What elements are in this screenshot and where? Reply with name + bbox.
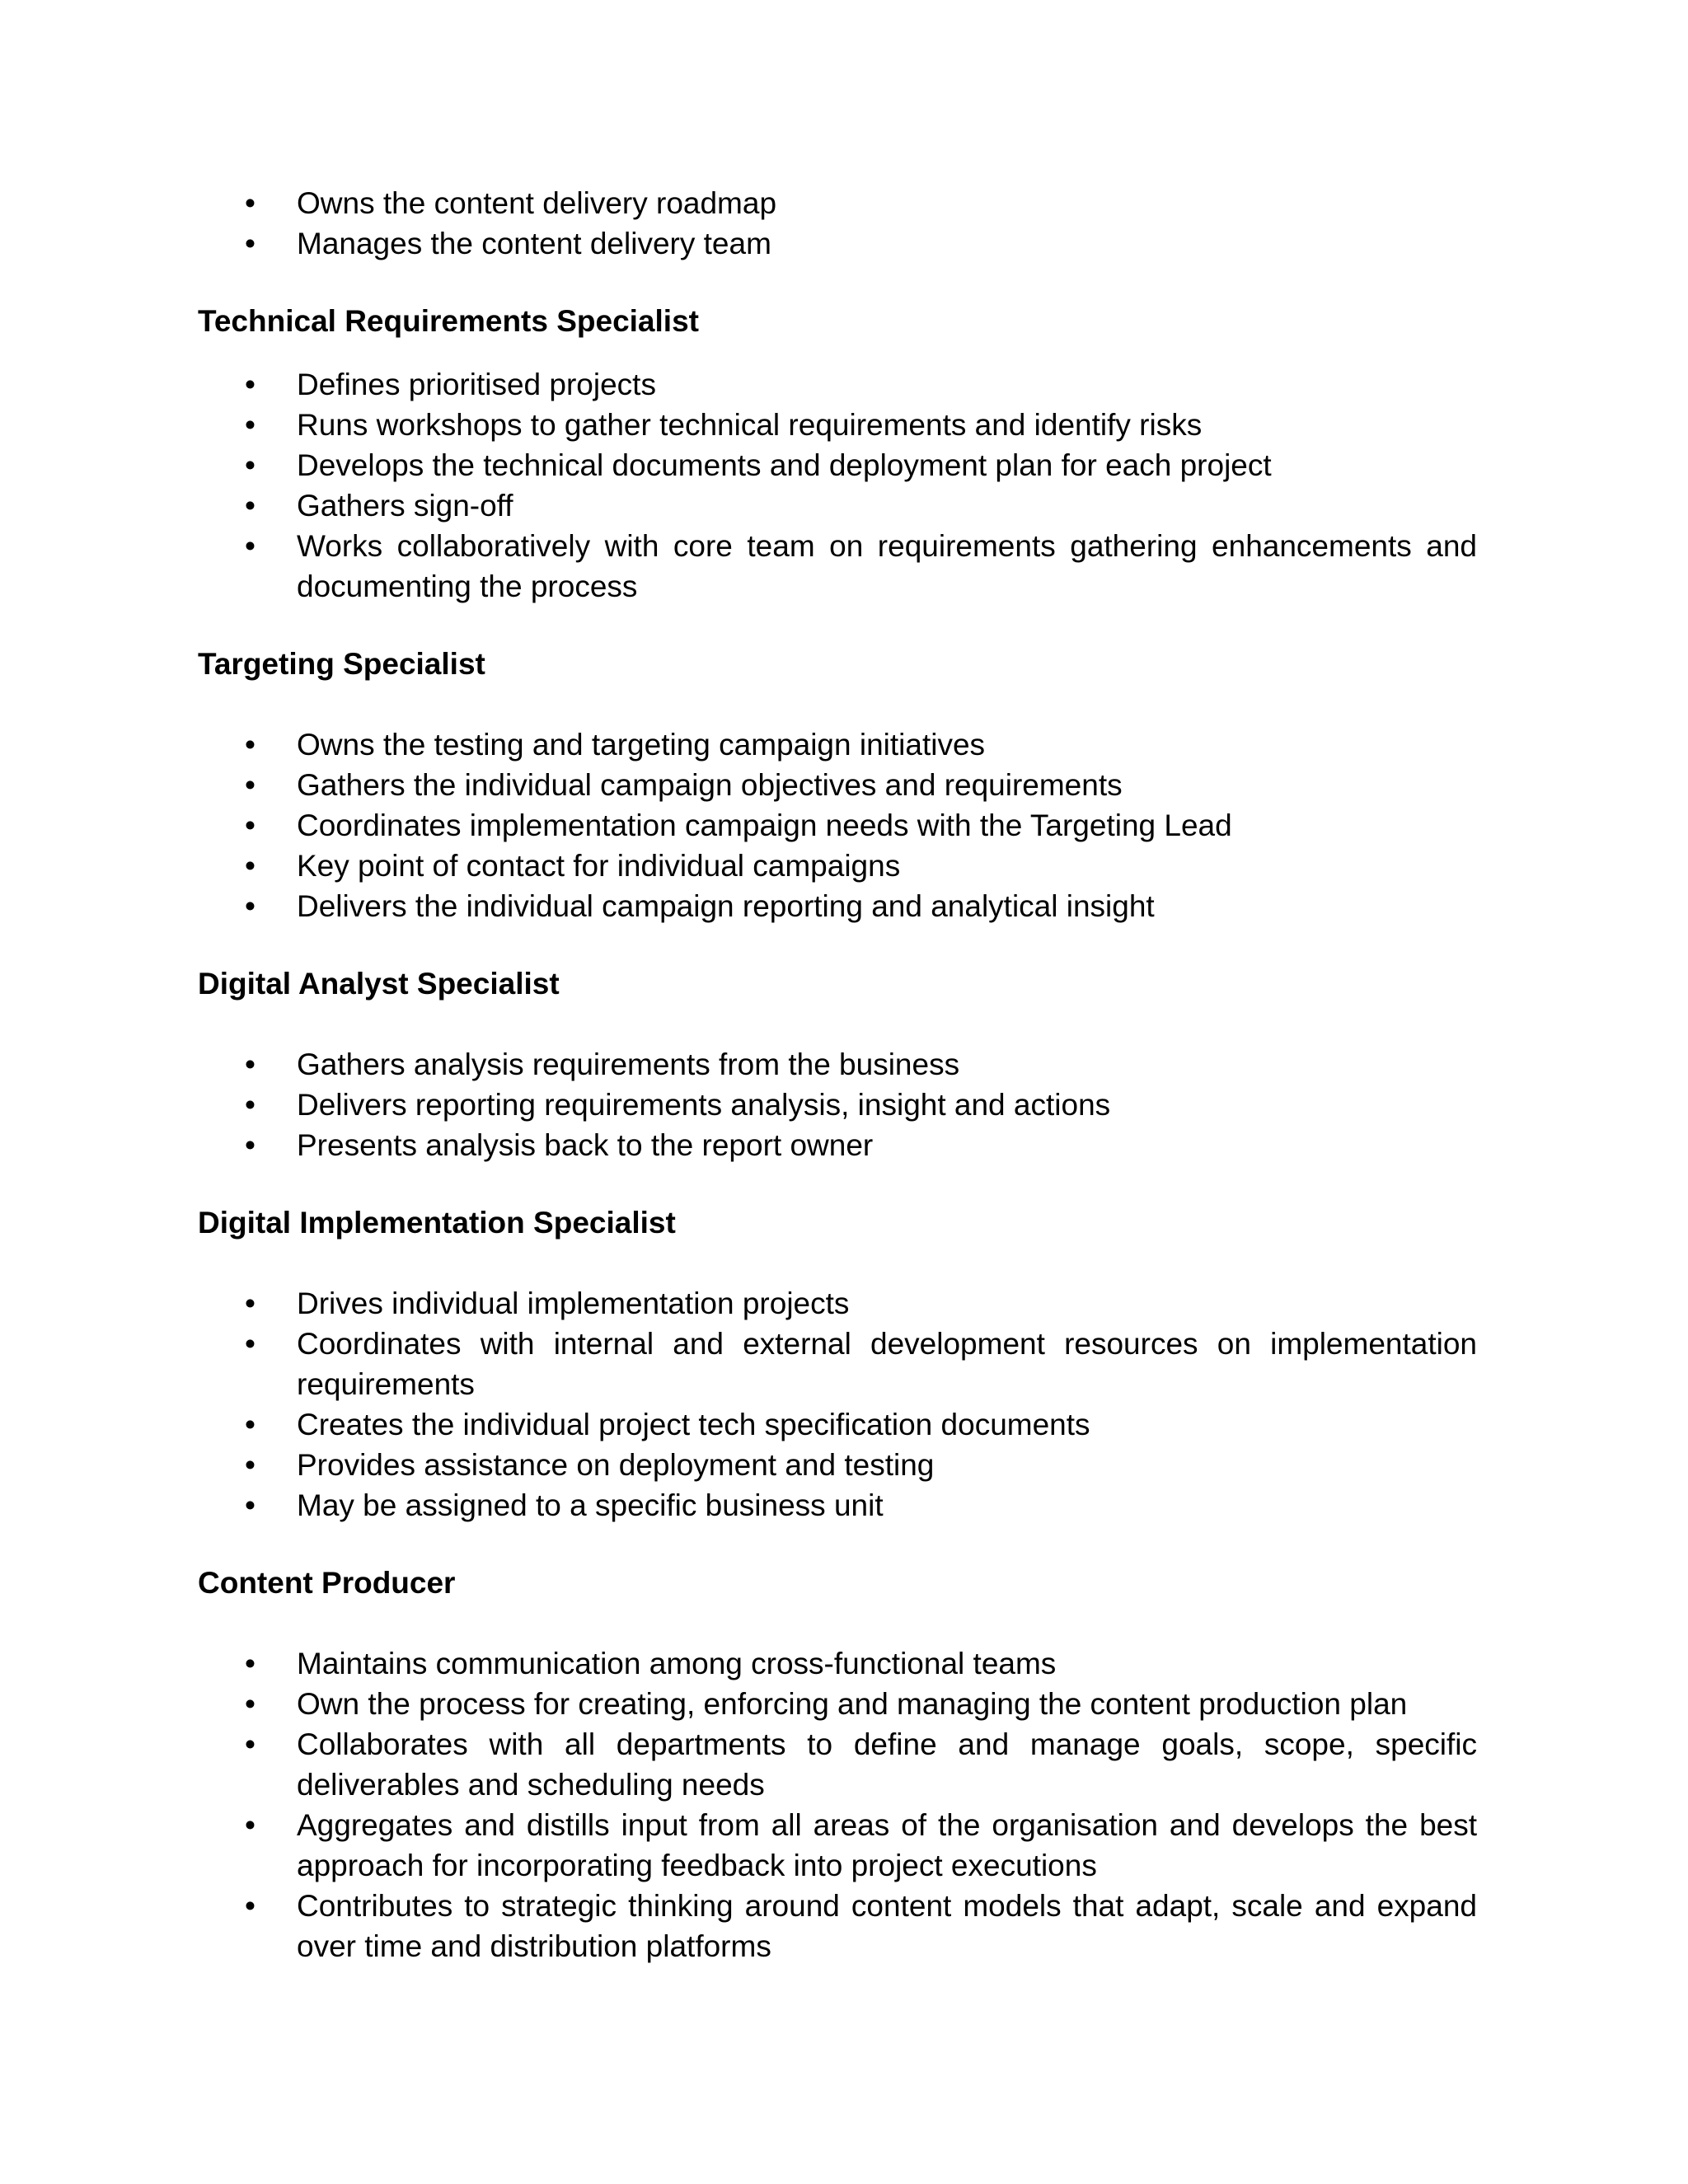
bullet-icon: • [245,1047,256,1081]
section-list [198,1283,1477,1526]
spacer [198,341,1477,364]
list-item [198,445,1477,485]
bullet-icon: • [245,1408,256,1441]
spacer [198,1165,1477,1202]
spacer [198,607,1477,644]
list-item-text: Gathers sign-off [297,489,513,523]
list-item [198,1805,1477,1886]
spacer [198,1603,1477,1643]
list-item-text: Delivers the individual campaign reporting and analytical insight [297,889,1155,923]
bullet-icon: • [245,1088,256,1122]
list-item [198,1125,1477,1165]
list-item-text: Delivers reporting requirements analysis, insight and actions [297,1088,1111,1122]
list-item [198,846,1477,886]
list-item-text: Coordinates with internal and external development resources on implementation requirements [297,1327,1477,1401]
list-item [198,526,1477,607]
section-list [198,364,1477,607]
list-item [198,886,1477,926]
list-item [198,1684,1477,1724]
list-item [198,1044,1477,1085]
list-item-text: Aggregates and distills input from all areas of the organisation and develops the best approach for incorporating feedback into project executions [297,1808,1477,1882]
bullet-icon: • [245,1727,256,1761]
bullet-icon: • [245,1687,256,1721]
section-title: Targeting Specialist [198,647,485,681]
bullet-icon: • [245,1647,256,1680]
bullet-icon: • [245,808,256,842]
list-item-text: May be assigned to a specific business unit [297,1488,884,1522]
list-item-text: Creates the individual project tech specification documents [297,1408,1090,1441]
list-item-text: Maintains communication among cross-functional teams [297,1647,1057,1680]
list-item-text: Drives individual implementation projects [297,1286,850,1320]
list-item [198,1445,1477,1485]
spacer [198,264,1477,301]
bullet-icon: • [245,227,256,260]
spacer [198,1526,1477,1563]
list-item-text: Gathers the individual campaign objectives and requirements [297,768,1123,802]
bullet-icon: • [245,728,256,762]
list-item-text: Owns the content delivery roadmap [297,186,777,220]
list-item [198,223,1477,264]
bullet-icon: • [245,368,256,401]
list-item [198,1886,1477,1966]
list-item [198,724,1477,765]
list-item [198,364,1477,405]
list-item-text: Key point of contact for individual campaigns [297,849,901,883]
bullet-icon: • [245,1488,256,1522]
list-item-text: Develops the technical documents and deployment plan for each project [297,448,1272,482]
section-title: Digital Implementation Specialist [198,1206,676,1240]
spacer [198,1004,1477,1044]
list-item-text: Manages the content delivery team [297,227,771,260]
list-item [198,183,1477,223]
section-list [198,1044,1477,1165]
section-title: Content Producer [198,1566,456,1600]
list-item-text: Collaborates with all departments to define and manage goals, scope, specific deliverables and scheduling needs [297,1727,1477,1802]
bullet-icon: • [245,1128,256,1162]
bullet-icon: • [245,889,256,923]
list-item [198,1485,1477,1526]
list-item [198,1404,1477,1445]
list-item [198,1085,1477,1125]
list-item [198,405,1477,445]
list-item-text: Contributes to strategic thinking around content models that adapt, scale and expand over time and distribution platforms [297,1889,1477,1963]
list-item [198,1324,1477,1404]
list-item [198,765,1477,805]
bullet-icon: • [245,1448,256,1482]
list-item-text: Runs workshops to gather technical requirements and identify risks [297,408,1203,442]
bullet-icon: • [245,849,256,883]
document-page [198,183,1477,1966]
bullet-icon: • [245,186,256,220]
bullet-icon: • [245,1286,256,1320]
bullet-icon: • [245,448,256,482]
section-title: Digital Analyst Specialist [198,967,560,1001]
list-item [198,1643,1477,1684]
list-item [198,805,1477,846]
bullet-icon: • [245,408,256,442]
bullet-icon: • [245,768,256,802]
list-item-text: Coordinates implementation campaign needs with the Targeting Lead [297,808,1232,842]
bullet-icon: • [245,1808,256,1842]
spacer [198,1243,1477,1283]
section-title: Technical Requirements Specialist [198,304,699,338]
list-item-text: Provides assistance on deployment and testing [297,1448,935,1482]
list-item-text: Own the process for creating, enforcing and managing the content production plan [297,1687,1408,1721]
bullet-icon: • [245,529,256,563]
spacer [198,926,1477,963]
list-item [198,1283,1477,1324]
section-list [198,724,1477,926]
list-item-text: Owns the testing and targeting campaign initiatives [297,728,986,762]
list-item-text: Gathers analysis requirements from the business [297,1047,960,1081]
bullet-icon: • [245,1327,256,1361]
intro-list [198,183,1477,264]
spacer [198,684,1477,724]
bullet-icon: • [245,1889,256,1923]
bullet-icon: • [245,489,256,523]
list-item [198,1724,1477,1805]
list-item-text: Works collaboratively with core team on requirements gathering enhancements and documenting the process [297,529,1477,603]
list-item-text: Presents analysis back to the report owner [297,1128,874,1162]
list-item [198,485,1477,526]
list-item-text: Defines prioritised projects [297,368,656,401]
section-list [198,1643,1477,1966]
